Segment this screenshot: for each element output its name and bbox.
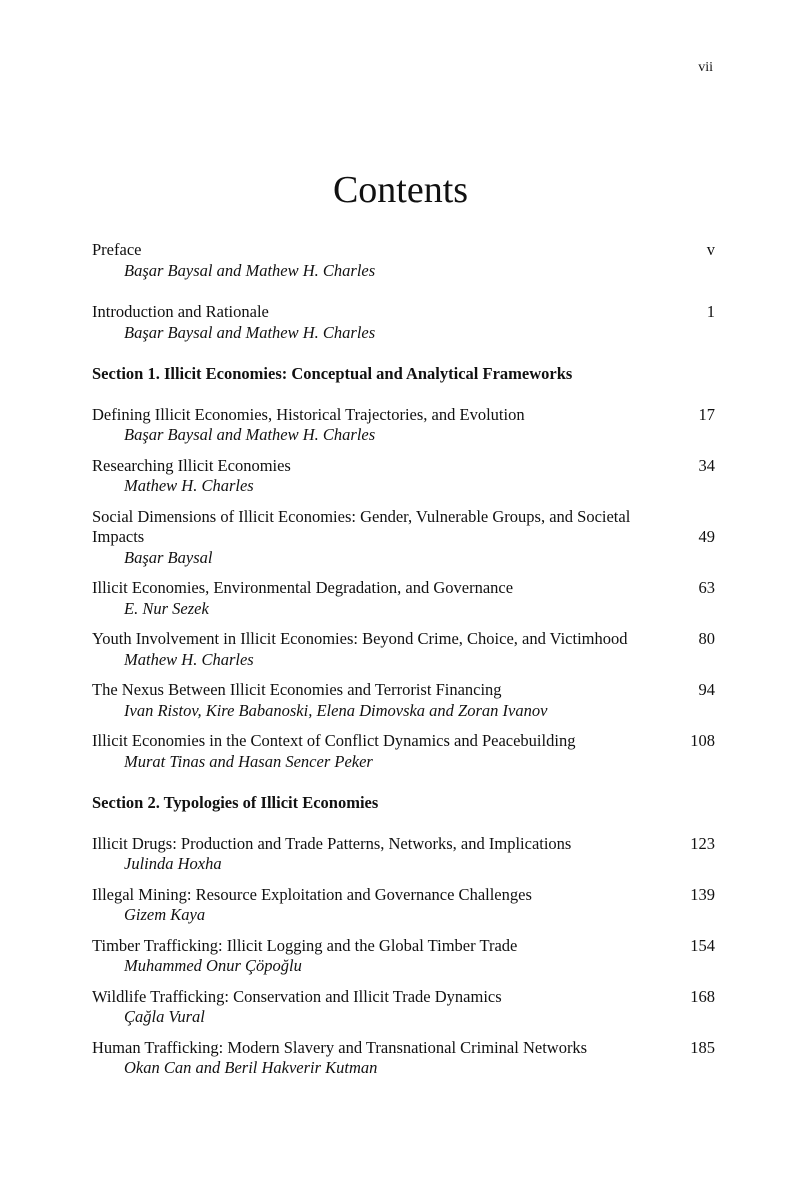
toc-entry[interactable] (92, 240, 715, 281)
toc-entry-page: v (706, 240, 715, 259)
toc-entry-page: 80 (698, 629, 715, 648)
toc-entry-page: 185 (690, 1037, 715, 1057)
toc-entry-page: 63 (698, 578, 715, 597)
toc-entry[interactable] (92, 885, 715, 926)
toc-entry-title: Human Trafficking: Modern Slavery and Transnational Criminal Networks (92, 1037, 588, 1057)
toc-entry-page: 94 (698, 680, 715, 699)
toc-entry-title: Researching Illicit Economies (92, 455, 291, 475)
toc-entry-authors: Muhammed Onur Çöpoğlu (124, 956, 302, 975)
toc-entry-title: Preface (92, 240, 142, 259)
toc-entry[interactable] (92, 302, 715, 343)
toc-entry-page: 17 (698, 404, 715, 424)
section-heading: Section 2. Typologies of Illicit Economies (92, 793, 379, 812)
toc-entry-title: Defining Illicit Economies, Historical Trajectories, and Evolution (92, 404, 525, 424)
toc-entry-authors: Başar Baysal (124, 547, 213, 567)
toc-entry[interactable] (92, 1038, 715, 1079)
page-title: Contents (332, 169, 469, 211)
toc-entry-page: 139 (690, 884, 715, 904)
toc-entry-authors: Mathew H. Charles (124, 649, 254, 669)
toc-entry-title: Youth Involvement in Illicit Economies: Beyond Crime, Choice, and Victimhood (92, 629, 628, 648)
toc-entry-title: Social Dimensions of Illicit Economies: Gender, Vulnerable Groups, and Societal Impacts (92, 506, 631, 546)
toc-entry-title: Introduction and Rationale (92, 302, 269, 321)
toc-entry-page: 123 (690, 833, 715, 853)
toc-entry-authors: E. Nur Sezek (124, 598, 209, 618)
toc-entry-authors: Mathew H. Charles (124, 476, 254, 495)
toc-entry-title: Wildlife Trafficking: Conservation and Illicit Trade Dynamics (92, 986, 502, 1006)
toc-entry[interactable] (92, 405, 715, 446)
toc-entry-authors: Gizem Kaya (124, 905, 206, 924)
toc-entry-title: Illicit Economies in the Context of Conflict Dynamics and Peacebuilding (92, 731, 576, 750)
toc-entry-title: Illicit Economies, Environmental Degradation, and Governance (92, 578, 514, 597)
toc-entry-title: Timber Trafficking: Illicit Logging and the Global Timber Trade (92, 935, 518, 955)
toc-entry[interactable] (92, 936, 715, 977)
toc-entry-authors: Başar Baysal and Mathew H. Charles (124, 260, 376, 280)
toc-entry-authors: Çağla Vural (124, 1007, 205, 1026)
table-of-contents (92, 240, 715, 1079)
toc-entry[interactable] (92, 680, 715, 721)
toc-entry-authors: Okan Can and Beril Hakverir Kutman (124, 1058, 378, 1077)
toc-entry[interactable] (92, 578, 715, 619)
toc-entry-authors: Ivan Ristov, Kire Babanoski, Elena Dimovska and Zoran Ivanov (124, 700, 548, 720)
toc-entry-authors: Başar Baysal and Mathew H. Charles (124, 322, 376, 342)
page-number: vii (698, 60, 713, 75)
toc-entry-page: 168 (690, 986, 715, 1006)
toc-entry-page: 34 (698, 455, 715, 475)
toc-entry-title: The Nexus Between Illicit Economies and Terrorist Financing (92, 680, 502, 699)
toc-entry-title: Illegal Mining: Resource Exploitation and Governance Challenges (92, 884, 532, 904)
toc-entry[interactable] (92, 987, 715, 1028)
toc-entry-page: 1 (706, 302, 715, 321)
toc-entry[interactable] (92, 731, 715, 772)
toc-entry-authors: Julinda Hoxha (124, 854, 222, 873)
toc-entry-authors: Başar Baysal and Mathew H. Charles (124, 425, 376, 444)
toc-entry-page: 154 (690, 935, 715, 955)
toc-entry[interactable] (92, 629, 715, 670)
toc-entry[interactable] (92, 507, 715, 569)
toc-entry[interactable] (92, 456, 715, 497)
toc-entry-title: Illicit Drugs: Production and Trade Patterns, Networks, and Implications (92, 833, 572, 853)
toc-entry-page: 49 (698, 527, 715, 546)
toc-entry[interactable] (92, 834, 715, 875)
toc-entry-authors: Murat Tinas and Hasan Sencer Peker (124, 751, 373, 771)
section-heading: Section 1. Illicit Economies: Conceptual and Analytical Frameworks (92, 364, 573, 383)
toc-entry-page: 108 (690, 731, 715, 750)
